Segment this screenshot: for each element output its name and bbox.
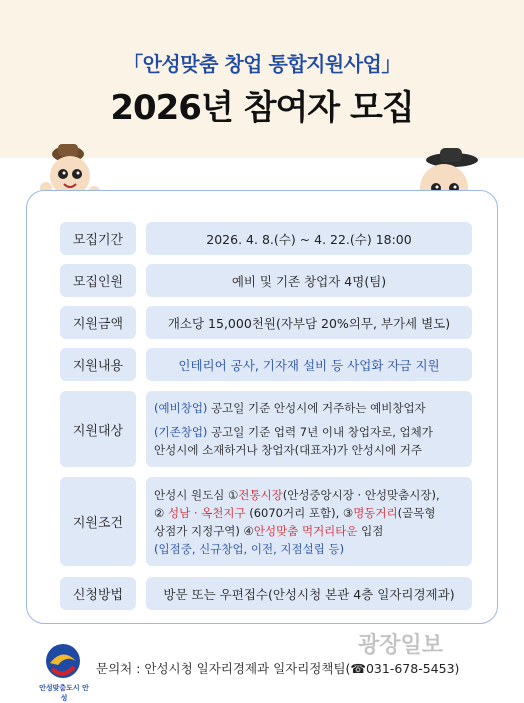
tag-pre-startup: (예비창업) — [154, 401, 208, 415]
row-eligibility — [60, 391, 472, 467]
header-background — [0, 0, 524, 158]
highlight-food-town: 안성맞춤 먹거리타운 — [253, 523, 358, 538]
tag-existing-startup: (기존창업) — [154, 425, 208, 439]
row-value — [146, 391, 472, 467]
row-label: 지원금액 — [60, 306, 136, 339]
row-value: 예비 및 기존 창업자 4명(팀) — [146, 264, 472, 297]
program-subtitle: 「안성맞춤 창업 통합지원사업」 — [123, 52, 401, 76]
row-label: 신청방법 — [60, 577, 136, 610]
row-label: 모집인원 — [60, 264, 136, 297]
row-value: 2026. 4. 8.(수) ~ 4. 22.(수) 18:00 — [146, 222, 472, 255]
row-label: 지원조건 — [60, 477, 136, 566]
text-part: (입점중, 신규창업, 이전, 지점설립 등) — [154, 541, 345, 556]
row-label: 모집기간 — [60, 222, 136, 255]
watermark: 광장일보 — [358, 633, 444, 658]
highlight-district: 성남 · 옥천지구 — [167, 505, 246, 520]
row-headcount — [60, 264, 472, 297]
row-value: 개소당 15,000천원(자부담 20%의무, 부가세 별도) — [146, 306, 472, 339]
text-part: (6070거리 포함), ③ — [245, 505, 354, 520]
contact-info: 문의처 : 안성시청 일자리경제과 일자리정책팀(☎031-678-5453) — [96, 661, 460, 676]
page-title: 2026년 참여자 모집 — [110, 88, 414, 128]
highlight-market: 전통시장 — [238, 487, 283, 502]
row-value: 인테리어 공사, 기자재 설비 등 사업화 자금 지원 — [146, 348, 472, 381]
logo-caption: 안성맞춤도시 안성 — [39, 684, 89, 702]
row-application — [60, 577, 472, 610]
row-value — [146, 477, 472, 566]
text-part: (안성중앙시장 · 안성맞춤시장), — [282, 487, 440, 502]
row-label: 지원대상 — [60, 391, 136, 467]
text-part: 상점가 지정구역) ④ — [154, 523, 254, 538]
row-label: 지원내용 — [60, 348, 136, 381]
row-amount — [60, 306, 472, 339]
text-line: 공고일 기준 안성시에 거주하는 예비창업자 — [207, 401, 426, 415]
highlight-street: 명동거리 — [353, 505, 398, 520]
text-line: 공고일 기준 업력 7년 이내 창업자로, 업체가 — [207, 425, 433, 439]
text-part: ② — [154, 505, 168, 520]
row-period — [60, 222, 472, 255]
row-conditions — [60, 477, 472, 566]
text-part: (골목형 — [397, 505, 436, 520]
text-part: 입점 — [357, 523, 384, 538]
row-content — [60, 348, 472, 381]
row-value: 방문 또는 우편접수(안성시청 본관 4층 일자리경제과) — [146, 577, 472, 610]
text-part: 안성시 원도심 ① — [154, 487, 239, 502]
text-line: 안성시에 소재하거나 창업자(대표자)가 안성시에 거주 — [154, 443, 422, 457]
